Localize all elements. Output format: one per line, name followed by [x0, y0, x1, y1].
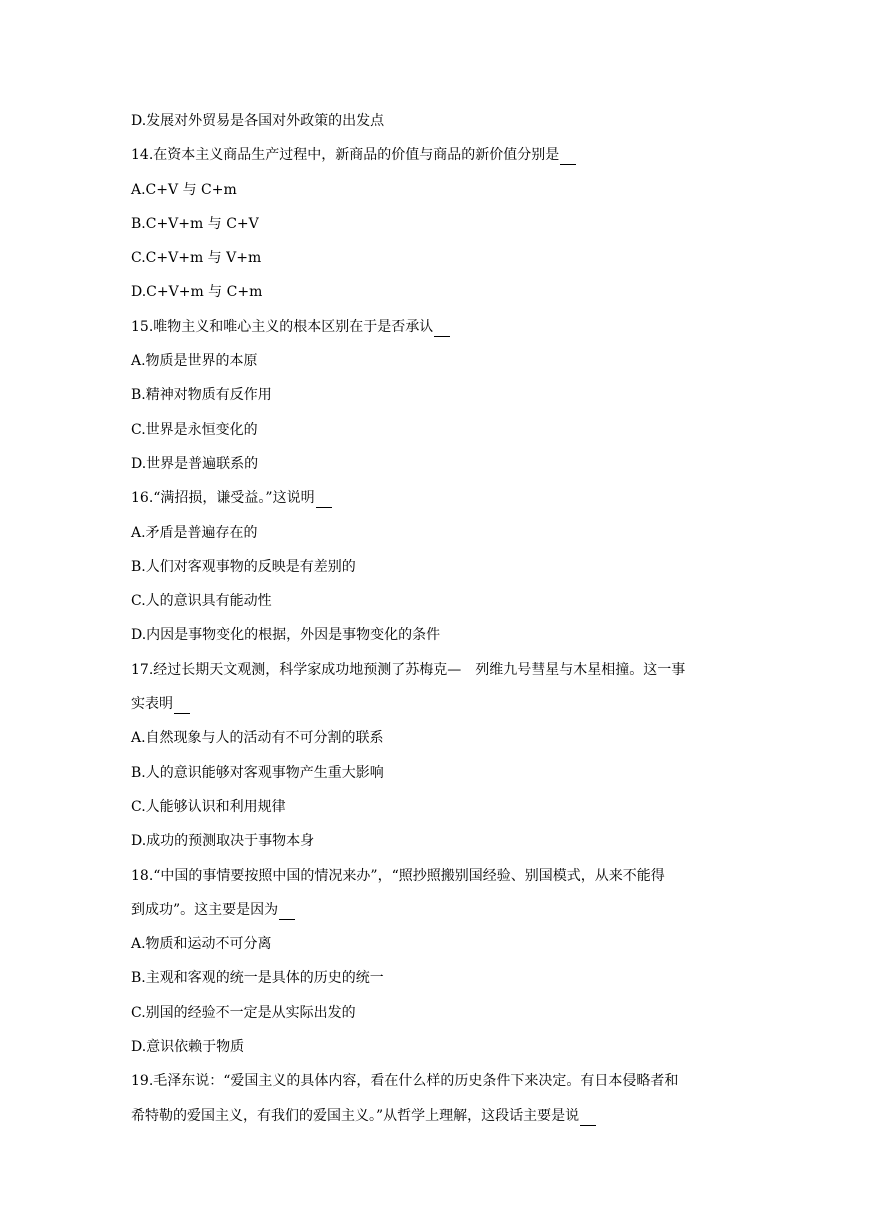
text-line — [131, 248, 741, 268]
line-text: B.主观和客观的统一是具体的历史的统一 — [131, 970, 384, 987]
line-text: A.C+V 与 C+m — [131, 181, 237, 198]
line-text: A.矛盾是普遍存在的 — [131, 524, 258, 541]
text-line — [131, 557, 741, 577]
text-line — [131, 145, 741, 165]
line-text: B.C+V+m 与 C+V — [131, 215, 259, 232]
text-line — [131, 351, 741, 371]
line-text: A.物质和运动不可分离 — [131, 936, 272, 953]
line-text: C.C+V+m 与 V+m — [131, 250, 262, 267]
text-line — [131, 728, 741, 748]
answer-blank — [434, 322, 450, 337]
text-line — [131, 282, 741, 302]
text-line — [131, 866, 741, 886]
text-line — [131, 763, 741, 783]
answer-blank — [279, 905, 295, 920]
text-line — [131, 900, 741, 920]
text-line — [131, 1071, 741, 1091]
text-line — [131, 420, 741, 440]
line-text: D.发展对外贸易是各国对外政策的出发点 — [131, 113, 385, 129]
text-line — [131, 1037, 741, 1057]
text-line — [131, 625, 741, 645]
line-text: A.自然现象与人的活动有不可分割的联系 — [131, 730, 384, 747]
text-line — [131, 454, 741, 474]
line-text: 15.唯物主义和唯心主义的根本区别在于是否承认 — [131, 318, 434, 335]
line-text: D.内因是事物变化的根据，外因是事物变化的条件 — [131, 627, 441, 644]
text-line — [131, 385, 741, 405]
line-text: C.人能够认识和利用规律 — [131, 798, 286, 815]
line-text: C.别国的经验不一定是从实际出发的 — [131, 1004, 356, 1021]
line-text: 14.在资本主义商品生产过程中，新商品的价值与商品的新价值分别是 — [131, 147, 560, 164]
answer-blank — [560, 150, 576, 165]
text-line — [131, 523, 741, 543]
question-text-block — [131, 111, 741, 1140]
text-line — [131, 797, 741, 817]
line-text: 实表明 — [131, 696, 173, 713]
line-text: D.成功的预测取决于事物本身 — [131, 833, 315, 850]
text-line — [131, 488, 741, 508]
text-line — [131, 831, 741, 851]
line-text: D.世界是普遍联系的 — [131, 455, 259, 472]
line-text: 16.“满招损，谦受益。”这说明 — [131, 490, 315, 507]
answer-blank — [174, 699, 190, 714]
line-text: C.世界是永恒变化的 — [131, 421, 258, 438]
answer-blank — [580, 1111, 596, 1126]
line-text: 到成功”。这主要是因为 — [131, 901, 279, 918]
text-line — [131, 660, 741, 680]
text-line — [131, 180, 741, 200]
line-text: B.人们对客观事物的反映是有差别的 — [131, 558, 356, 575]
text-line — [131, 111, 741, 131]
text-line — [131, 934, 741, 954]
line-text: 19.毛泽东说：“爱国主义的具体内容，看在什么样的历史条件下来决定。有日本侵略者和 — [131, 1073, 679, 1090]
text-line — [131, 1003, 741, 1023]
text-line — [131, 694, 741, 714]
text-line — [131, 591, 741, 611]
line-text: 18.“中国的事情要按照中国的情况来办”，“照抄照搬别国经验、别国模式，从来不能得 — [131, 867, 665, 884]
text-line — [131, 968, 741, 988]
line-text: D.意识依赖于物质 — [131, 1039, 245, 1056]
line-text: 17.经过长期天文观测，科学家成功地预测了苏梅克— 列维九号彗星与木星相撞。这一事 — [131, 661, 686, 678]
line-text: B.人的意识能够对客观事物产生重大影响 — [131, 764, 384, 781]
answer-blank — [316, 493, 332, 508]
line-text: B.精神对物质有反作用 — [131, 387, 272, 404]
text-line — [131, 214, 741, 234]
line-text: C.人的意识具有能动性 — [131, 593, 272, 610]
text-line — [131, 317, 741, 337]
line-text: 希特勒的爱国主义，有我们的爱国主义。”从哲学上理解，这段话主要是说 — [131, 1107, 580, 1124]
line-text: D.C+V+m 与 C+m — [131, 284, 263, 301]
text-line — [131, 1106, 741, 1126]
line-text: A.物质是世界的本原 — [131, 353, 258, 370]
